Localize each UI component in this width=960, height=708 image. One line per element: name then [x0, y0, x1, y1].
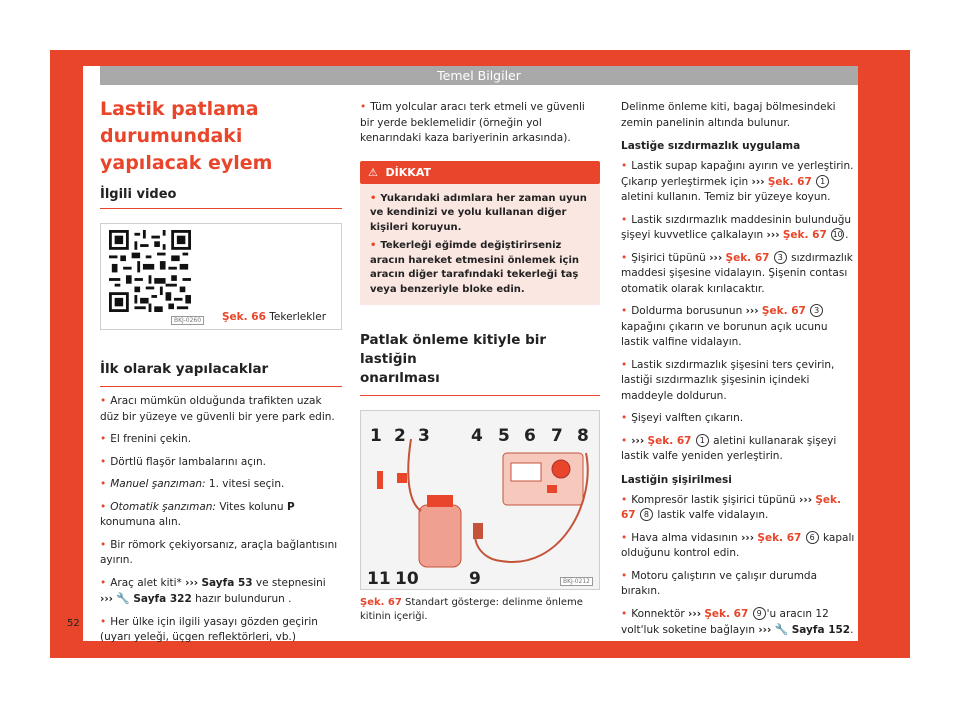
- video-heading: İlgili video: [100, 187, 342, 209]
- list-item: • El frenini çekin.: [100, 432, 342, 448]
- figure-ref[interactable]: Şek. 67: [761, 305, 806, 317]
- page-ref[interactable]: Sayfa 152: [791, 624, 851, 636]
- figure-ref[interactable]: Şek. 67: [782, 229, 827, 241]
- item-text: Şişirici tüpünü: [631, 251, 706, 264]
- step-item: [621, 493, 858, 524]
- arrow: ›››: [745, 305, 759, 317]
- list-item: • Tüm yolcular aracı terk etmeli ve güvenli bir yerde beklemelidir (örneğin yol kenarındaki kaza bariyerinin arkasında).: [360, 100, 600, 147]
- arrow: ›››: [758, 624, 772, 636]
- item-text: 1. vitesi seçin.: [208, 478, 285, 490]
- fig-label-11: 11: [367, 569, 391, 589]
- callout-number: 10: [832, 230, 843, 239]
- warning-item: • Tekerleği eğimde değiştirirseniz aracın hareket etmesini önlemek için aracın diğer tarafındaki tekerleği taş veya benzeriyle bloke edin.: [370, 239, 590, 297]
- step-item: [621, 531, 858, 562]
- wrench-car-icon: 🔧: [116, 592, 131, 605]
- item-text: sızdırmazlık maddesi şişesine vidalayın. Şişenin contası otomatik olarak kırılacaktır.: [621, 251, 853, 295]
- title-line-2: yapılacak eylem: [100, 152, 273, 174]
- callout-number: 3: [774, 251, 787, 264]
- inflate-heading: Lastiğin şişirilmesi: [621, 473, 732, 486]
- fig-label-7: 7: [551, 426, 563, 446]
- figure-67: [360, 410, 600, 590]
- figure-ref[interactable]: Şek. 67: [647, 434, 692, 447]
- figure-ref[interactable]: Şek. 66: [222, 311, 266, 323]
- list-item: • Her ülke için ilgili yasayı gözden geçirin (uyarı yeleği, üçgen reflektörleri, vb.): [100, 615, 342, 646]
- arrow: ›››: [799, 493, 813, 506]
- column-2: [360, 96, 600, 623]
- callout-number: 6: [806, 531, 819, 544]
- callout-number: 9: [753, 607, 766, 620]
- list-item: • Dörtlü flaşör lambalarını açın.: [100, 455, 342, 471]
- arrow: ›››: [709, 251, 723, 264]
- item-text: lastik valfe vidalayın.: [657, 509, 769, 521]
- page-title: [100, 96, 342, 177]
- italic-label: Otomatik şanzıman:: [110, 500, 216, 513]
- page-ref[interactable]: Sayfa 53: [201, 576, 253, 589]
- column-1: [100, 96, 342, 646]
- fig-label-4: 4: [471, 426, 483, 446]
- list-item: • Bir römork çekiyorsanız, araçla bağlantısını ayırın.: [100, 538, 342, 569]
- fig-label-8: 8: [577, 426, 589, 446]
- item-text: Hava alma vidasının: [631, 531, 738, 544]
- figure-ref[interactable]: Şek. 67: [725, 251, 770, 264]
- step-item: • Motoru çalıştırın ve çalışır durumda bırakın.: [621, 569, 858, 600]
- list-item: [100, 576, 342, 608]
- arrow: ›››: [688, 607, 702, 620]
- step-item: [621, 434, 858, 465]
- figure-66: [100, 223, 342, 330]
- page-number: 52: [67, 618, 80, 629]
- warning-title: DİKKAT: [385, 165, 431, 179]
- arrow: ›››: [741, 531, 755, 544]
- title-line-1: Lastik patlama durumundaki: [100, 98, 259, 147]
- arrow: ›››: [185, 576, 199, 589]
- list-item: • Aracı mümkün olduğunda trafikten uzak düz bir yüzeye ve güvenli bir yere park edin.: [100, 394, 342, 425]
- arrow: ›››: [100, 593, 113, 605]
- step-item: • Şişeyi valften çıkarın.: [621, 411, 858, 427]
- fig-label-5: 5: [498, 426, 510, 446]
- item-text: ve stepnesini: [255, 576, 326, 589]
- caption-text: Tekerlekler: [269, 311, 327, 323]
- item-text: konumuna alın.: [100, 516, 182, 528]
- step-item: • Lastik sızdırmazlık maddesinin bulunduğu şişeyi kuvvetlice çalkalayın ››› Şek. 67 10 .: [621, 213, 858, 244]
- fig-label-9: 9: [469, 569, 481, 589]
- arrow: ›››: [766, 229, 780, 241]
- callout-number: 8: [640, 508, 653, 521]
- step-item: [621, 304, 858, 351]
- qr-code-icon[interactable]: [109, 230, 191, 312]
- wrench-car-icon: 🔧: [774, 623, 789, 636]
- column-3: [621, 96, 858, 639]
- heading-line: Patlak önleme kitiyle bir lastiğin: [360, 332, 547, 367]
- warning-icon: ⚠: [368, 165, 378, 179]
- list-item: [100, 477, 342, 493]
- fig-label-10: 10: [395, 569, 419, 589]
- item-text: 'u aracın 12 volt'luk soketine bağlayın: [621, 607, 829, 636]
- item-text: aletini kullanın. Temiz bir yüzeye koyun.: [621, 191, 831, 203]
- step-item: • Konnektör ››› Şek. 67 9 'u aracın 12 volt'luk soketine bağlayın ››› 🔧 Sayfa 152.: [621, 607, 858, 639]
- callout-number: 3: [810, 304, 823, 317]
- item-text: kapalı olduğunu kontrol edin.: [621, 531, 855, 559]
- item-text: Konnektör: [631, 607, 685, 620]
- gear-p: P: [286, 500, 295, 513]
- caption-text: Standart gösterge: delinme önleme kitinin içeriği.: [360, 597, 583, 622]
- arrow: ›››: [631, 434, 645, 447]
- figure-ref[interactable]: Şek. 67: [621, 493, 842, 521]
- figure-67-caption: [360, 596, 600, 623]
- fig-label-3: 3: [418, 426, 430, 446]
- warning-box: [360, 184, 600, 306]
- item-text: Lastik sızdırmazlık maddesinin bulunduğu şişeyi kuvvetlice çalkalayın: [621, 213, 852, 241]
- figure-code: BKJ-0212: [560, 577, 593, 586]
- fig-label-6: 6: [524, 426, 536, 446]
- step-item: • Lastik sızdırmazlık şişesini ters çevirin, lastiği sızdırmazlık şişesinin içindeki maddeyle doldurun.: [621, 358, 858, 405]
- page-ref[interactable]: Sayfa 322: [133, 593, 192, 605]
- item-text: Kompresör lastik şişirici tüpünü: [631, 493, 796, 506]
- heading-line: onarılması: [360, 370, 440, 386]
- figure-ref[interactable]: Şek. 67: [360, 597, 402, 608]
- item-text: Lastik supap kapağını ayırın ve yerleştirin. Çıkarıp yerleştirmek için: [621, 160, 854, 188]
- item-text: Araç alet kiti*: [110, 576, 182, 589]
- figure-ref[interactable]: Şek. 67: [704, 607, 749, 620]
- figure-66-caption: [222, 311, 326, 323]
- warning-header: [360, 161, 600, 184]
- fig-label-1: 1: [370, 426, 382, 446]
- callout-number: 1: [696, 434, 709, 447]
- item-text: Vites kolunu: [219, 500, 284, 513]
- callout-number: 1: [816, 175, 829, 188]
- sealant-heading: Lastiğe sızdırmazlık uygulama: [621, 140, 801, 152]
- figure-code: BKJ-0260: [171, 316, 204, 325]
- step-item: [621, 159, 858, 206]
- first-steps-heading: İlk olarak yapılacaklar: [100, 360, 342, 387]
- repair-kit-illustration: [361, 411, 599, 589]
- warning-item: • Yukarıdaki adımlara her zaman uyun ve kendinizi ve yolu kullanan diğer kişileri koruyun.: [370, 192, 590, 236]
- repair-heading: [360, 331, 600, 396]
- intro-text: Delinme önleme kiti, bagaj bölmesindeki zemin panelinin altında bulunur.: [621, 101, 836, 129]
- figure-ref[interactable]: Şek. 67: [767, 175, 812, 188]
- figure-ref[interactable]: Şek. 67: [757, 531, 802, 544]
- item-text: kapağını çıkarın ve borunun açık ucunu lastik valfine vidalayın.: [621, 320, 828, 348]
- item-text: hazır bulundurun .: [195, 593, 292, 605]
- item-text: Doldurma borusunun: [631, 305, 743, 317]
- arrow: ›››: [751, 175, 765, 188]
- step-item: [621, 251, 858, 298]
- italic-label: Manuel şanzıman:: [110, 478, 206, 490]
- item-text: aletini kullanarak şişeyi lastik valfe yeniden yerleştirin.: [621, 434, 837, 462]
- list-item: [100, 500, 342, 531]
- fig-label-2: 2: [394, 426, 406, 446]
- section-header: Temel Bilgiler: [100, 66, 858, 85]
